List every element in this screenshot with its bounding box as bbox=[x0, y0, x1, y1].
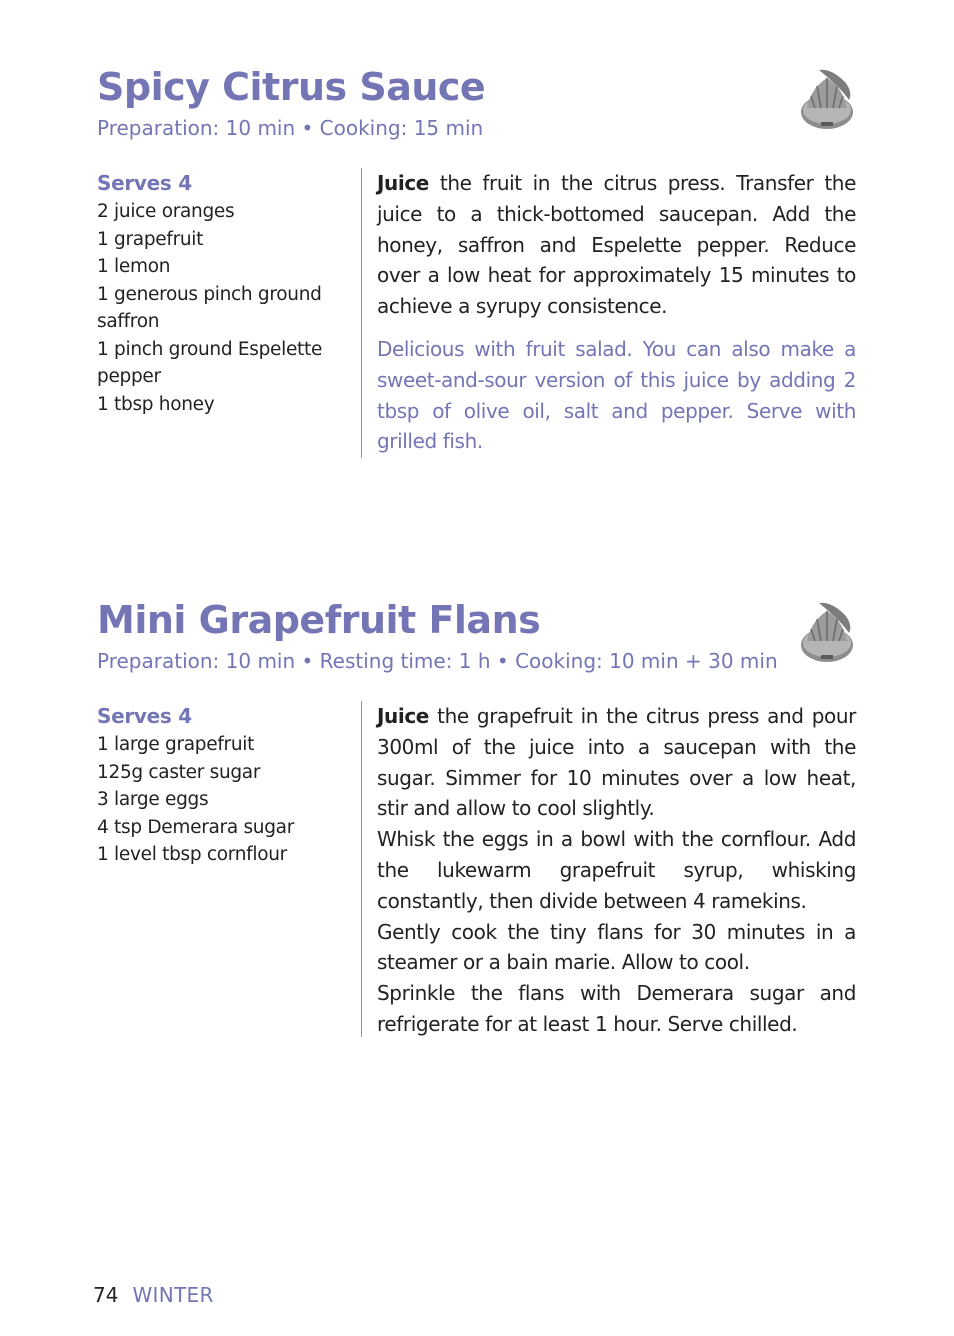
recipe-spicy-citrus-sauce bbox=[97, 62, 857, 454]
ingredient-item: 4 tsp Demerara sugar bbox=[97, 816, 295, 838]
method-paragraph: Sprinkle the flans with Demerara sugar and refrigerate for at least 1 hour. Serve chilled. bbox=[377, 981, 856, 1036]
serves-label: Serves 4 bbox=[97, 171, 192, 195]
ingredient-item: 3 large eggs bbox=[97, 789, 209, 810]
method-lead-word: Juice bbox=[377, 704, 429, 728]
recipe-meta: Preparation: 10 min • Resting time: 1 h • Cooking: 10 min + 30 min bbox=[97, 649, 778, 673]
citrus-press-icon bbox=[797, 599, 857, 665]
method-body: the fruit in the citrus press. Transfer the juice to a thick-bottomed saucepan. Add the honey, saffron and Espelette pepper. Reduce over a low heat for approximately 15 minutes to achieve a syrupy consistence. bbox=[377, 171, 856, 319]
citrus-press-icon bbox=[797, 66, 857, 132]
method-text bbox=[361, 168, 856, 458]
ingredient-item: 2 juice oranges bbox=[97, 201, 235, 222]
ingredients-list bbox=[97, 701, 337, 869]
serving-tip: Delicious with fruit salad. You can also make a sweet-and-sour version of this juice by adding 2 tbsp of olive oil, salt and pepper. Serve with grilled fish. bbox=[377, 336, 856, 454]
method-paragraph: Gently cook the tiny flans for 30 minutes in a steamer or a bain marie. Allow to cool. bbox=[377, 919, 856, 975]
section-name: WINTER bbox=[132, 1283, 214, 1307]
method-text bbox=[361, 701, 856, 1037]
ingredient-item: 1 grapefruit bbox=[97, 228, 204, 250]
serves-label: Serves 4 bbox=[97, 704, 192, 728]
method-body: the grapefruit in the citrus press and pour 300ml of the juice into a saucepan with the sugar. Simmer for 10 minutes over a low heat, stir and allow to cool slightly. bbox=[377, 704, 856, 821]
method-paragraph bbox=[377, 701, 856, 824]
recipe-mini-grapefruit-flans bbox=[97, 595, 857, 1036]
recipe-meta: Preparation: 10 min • Cooking: 15 min bbox=[97, 116, 484, 140]
page-number: 74 bbox=[93, 1283, 119, 1307]
ingredient-item: 1 tbsp honey bbox=[97, 393, 215, 415]
recipe-title: Mini Grapefruit Flans bbox=[97, 598, 541, 642]
method-lead-word: Juice bbox=[377, 171, 429, 195]
method-paragraph bbox=[377, 168, 856, 322]
method-paragraph: Whisk the eggs in a bowl with the cornflour. Add the lukewarm grapefruit syrup, whisking constantly, then divide between 4 ramekins. bbox=[377, 827, 856, 913]
ingredient-item: 1 pinch ground Espelette pepper bbox=[97, 338, 323, 387]
ingredient-item: 1 level tbsp cornflour bbox=[97, 844, 287, 865]
page-footer bbox=[93, 1280, 214, 1310]
ingredient-item: 125g caster sugar bbox=[97, 761, 261, 783]
ingredients-list bbox=[97, 168, 337, 418]
ingredient-item: 1 large grapefruit bbox=[97, 734, 255, 755]
ingredient-item: 1 lemon bbox=[97, 256, 171, 277]
ingredient-item: 1 generous pinch ground saffron bbox=[97, 283, 322, 332]
recipe-title: Spicy Citrus Sauce bbox=[97, 65, 486, 109]
